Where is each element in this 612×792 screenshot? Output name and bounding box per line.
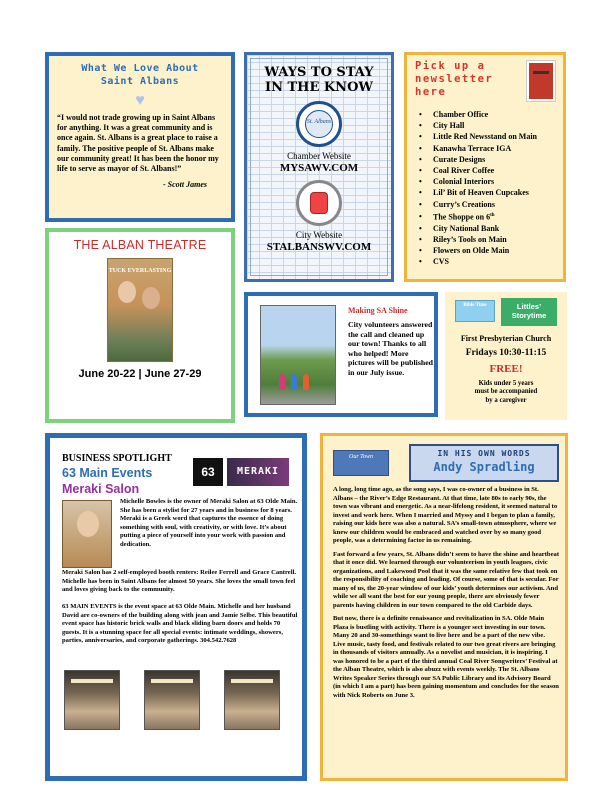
list-item: • Riley’s Tools on Main bbox=[419, 234, 563, 245]
list-item: • City Hall bbox=[419, 120, 563, 131]
making-sa-shine-box bbox=[244, 292, 438, 417]
show-dates: June 20-22 | June 27-29 bbox=[78, 368, 202, 380]
business-paragraph: 63 MAIN EVENTS is the event space at 63 Olde Main. Michelle and her husband David are co-owners of the building along with jean and Jamie Selbe. This beautiful event space has historic brick walls and black sliding barn doors and holds 70 guests. It is a stunning space for all special events: intimate weddings, showers, parties, anniversaries, and corporate gatherings. 304.542.7628 bbox=[62, 603, 298, 644]
list-item: • The Shoppe on 6th bbox=[419, 210, 563, 223]
newsstand-icon bbox=[527, 61, 555, 101]
mayor-quote: “I would not trade growing up in Saint Albans for anything. It was a great community and is once again. St. Albans is a great place to raise a family. The positive people of St. Albans make our community great! It has been the honor my life to serve as mayor of St. Albans!” bbox=[57, 113, 219, 174]
storytime-note: Kids under 5 years must be accompanied by a caregiver bbox=[474, 380, 538, 404]
list-item: • Colonial Interiors bbox=[419, 176, 563, 187]
list-item: • Coal River Coffee bbox=[419, 165, 563, 176]
quote-author: - Scott James bbox=[163, 180, 207, 190]
column-text bbox=[333, 486, 559, 705]
business-name-salon: Meraki Salon bbox=[62, 482, 140, 496]
newsletter-heading: Pick up a newsletter here bbox=[415, 60, 494, 98]
chamber-website-label: Chamber Website bbox=[287, 151, 351, 161]
newsletter-box bbox=[404, 52, 566, 282]
event-space-photo bbox=[224, 670, 280, 730]
in-his-own-words-box bbox=[320, 433, 568, 781]
ways-to-stay-box bbox=[244, 52, 394, 282]
owner-portrait bbox=[62, 500, 112, 568]
our-town-logo: Our Town bbox=[333, 450, 389, 476]
shine-title: Making SA Shine bbox=[348, 306, 408, 315]
list-item: • CVS bbox=[419, 256, 563, 267]
business-paragraph: Michelle Bowles is the owner of Meraki Salon at 63 Olde Main. She has been a stylist for 27 years and in business for 8 years. Meraki is a Greek word that captures the essence of doing something with soul, with creativity, or with love. It’s about putting a piece of yourself into your work with passion and dedication. bbox=[120, 498, 298, 548]
shine-body: City volunteers answered the call and cleaned up our town! Thanks to all who helped! More pictures will be published in our July issue. bbox=[348, 320, 433, 377]
chamber-seal-icon: St. Albans bbox=[296, 101, 342, 147]
storytime-time: Fridays 10:30-11:15 bbox=[465, 348, 547, 358]
bible-time-icon: Bible Time bbox=[455, 300, 495, 322]
heart-icon: ♥ bbox=[135, 92, 145, 109]
movie-poster: TUCK EVERLASTING bbox=[107, 258, 173, 362]
list-item: • Lil’ Bit of Heaven Cupcakes bbox=[419, 187, 563, 198]
list-item: • Curate Designs bbox=[419, 154, 563, 165]
chamber-website-link[interactable]: MYSAWV.COM bbox=[279, 162, 359, 174]
church-name: First Presbyterian Church bbox=[460, 334, 552, 343]
city-website-link[interactable]: STALBANSWV.COM bbox=[266, 241, 372, 253]
ways-heading: WAYS TO STAY IN THE KNOW bbox=[264, 65, 374, 95]
storytime-banner: Littles’ Storytime bbox=[501, 298, 557, 326]
storytime-box bbox=[445, 292, 567, 420]
business-name-events: 63 Main Events bbox=[62, 466, 153, 480]
city-seal-icon bbox=[296, 180, 342, 226]
alban-theatre-box bbox=[45, 228, 235, 423]
event-space-photo bbox=[144, 670, 200, 730]
column-title: IN HIS OWN WORDS Andy Spradling bbox=[409, 444, 559, 482]
list-item: • Little Red Newsstand on Main bbox=[419, 131, 563, 142]
business-paragraph: Meraki Salon has 2 self-employed booth renters: Reilee Ferrell and Grace Cantrell. Michelle has been in Saint Albans for almost 50 years. She loves the small town feel and loves giving back to the community. bbox=[62, 569, 297, 593]
theatre-heading: THE ALBAN THEATRE bbox=[73, 238, 207, 252]
volunteers-photo bbox=[260, 305, 336, 405]
love-heading: What We Love About Saint Albans bbox=[81, 63, 199, 87]
spotlight-heading: BUSINESS SPOTLIGHT bbox=[62, 453, 172, 464]
newsletter-locations bbox=[419, 109, 563, 268]
what-we-love-box bbox=[45, 52, 235, 222]
column-paragraph: But now, there is a definite renaissance and revitalization in SA. Olde Main Plaza is bustling with activity. There is a younger sect investing in our town. Many 20 and 30-somethings want to live here and be a part of the new vibe. Live music, tasty food, and festivals related to our two great rivers are bringing in thousands of visitors annually. As a novelist and musician, it is inspiring. I was honored to be a part of the third annual Coal River Songwriters’ Festival at the Alban Theatre, which is also abuzz with events weekly. The St. Albans Writes Speaker Series through our SA Public Library and its Advisory Board (in which I am a part) has been gaining momentum and concludes for the season with Nick Roberts on June 3. bbox=[333, 615, 559, 699]
list-item: • Curry’s Creations bbox=[419, 199, 563, 210]
event-space-photo bbox=[64, 670, 120, 730]
free-label: FREE! bbox=[489, 363, 523, 375]
column-paragraph: Fast forward a few years, St. Albans didn’t seem to have the shine and heartbeat that it once did. We learned through our volunteerism in youth leagues, civic organizations, and Lakewood Pool that it was the same relative few that took on the responsibility of coaching and leading. Of course, some of that is secular. For many of us, the 20-year window of our kids’ youth determines our activism. And while we all want the best for our young people, there are obviously fewer parents having children in our town compared to the old Carbide days. bbox=[333, 550, 560, 609]
list-item: • Kanawha Terrace IGA bbox=[419, 143, 563, 154]
list-item: • Flowers on Olde Main bbox=[419, 245, 563, 256]
meraki-logo: MERAKI bbox=[227, 458, 289, 486]
list-item: • City National Bank bbox=[419, 223, 563, 234]
column-paragraph: A long, long time ago, as the song says, I was co-owner of a business in St. Albans – the River’s Edge Restaurant. At that time, late 80s to early 90s, the town was vibrant and energetic. As a near-lifelong resident, it seemed natural to invest and work here. When I married and Myssy and I began to plan a family, raising our kids here was also a natural. SA’s small-town atmosphere, where we knew our children would be embraced and watched over by so many good people, was a determining factor in us remaining. bbox=[333, 486, 558, 544]
list-item: • Chamber Office bbox=[419, 109, 563, 120]
city-website-label: City Website bbox=[295, 230, 343, 240]
63-main-logo: 63 bbox=[193, 458, 223, 486]
business-spotlight-box bbox=[45, 433, 307, 781]
